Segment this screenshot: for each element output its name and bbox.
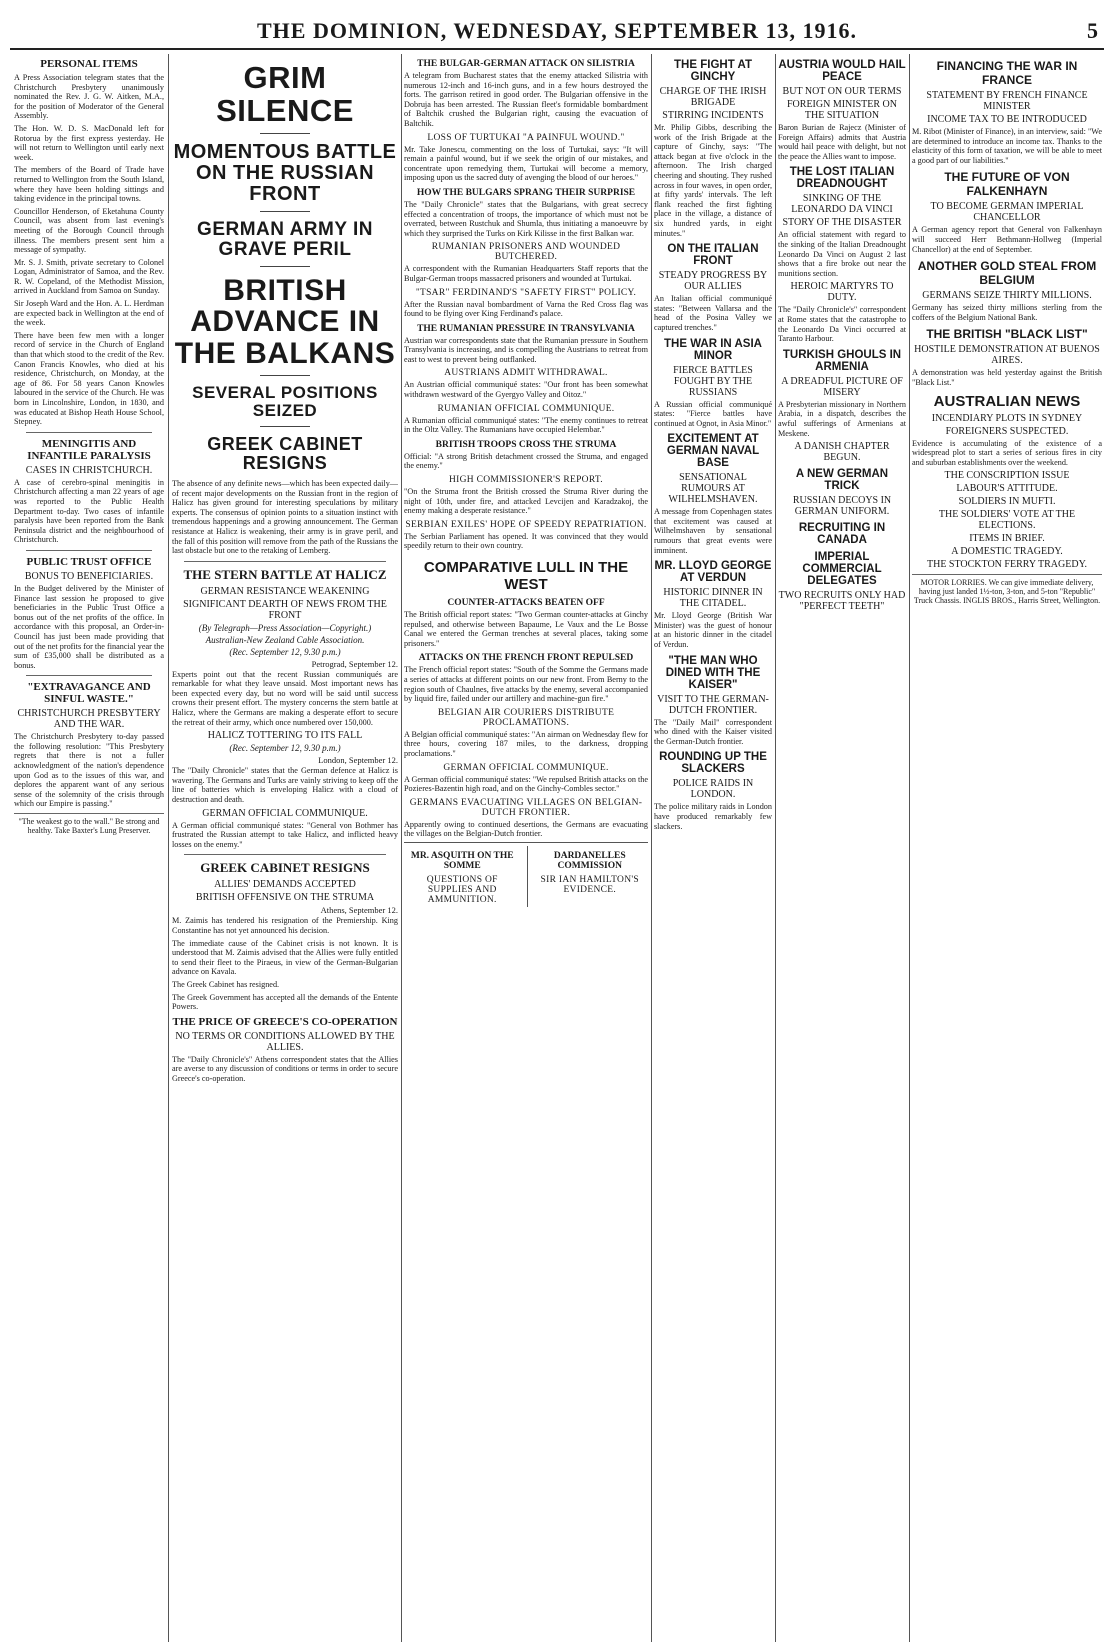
subheadline: BRITISH OFFENSIVE ON THE STRUMA bbox=[195, 892, 375, 904]
article-paragraph: The Serbian Parliament has opened. It was convinced that they would speedily return to their own country. bbox=[404, 531, 648, 551]
headline-ginchy: THE FIGHT AT GINCHY bbox=[674, 59, 752, 83]
divider bbox=[260, 266, 310, 267]
subheadline: BONUS TO BENEFICIARIES. bbox=[24, 570, 154, 582]
article-paragraph: Mr. Take Jonescu, commenting on the loss of Turtukai, says: "It will remain a painful wound, but if we seek the origin of our mistakes, and concentrate upon remedying them, Turtukai will become a memory, imposing upon us the sacred duty of avenging the blood of our heroes." bbox=[404, 144, 648, 183]
article-paragraph: A Russian official communiqué states: "Fierce battles have continued at Ognot, in Asia Minor." bbox=[654, 399, 772, 428]
deck-headline: BRITISH ADVANCE IN THE BALKANS bbox=[174, 273, 396, 370]
subheadline: RUMANIAN PRISONERS AND WOUNDED BUTCHERED. bbox=[431, 242, 621, 263]
headline-canada: RECRUITING IN CANADA bbox=[798, 522, 886, 547]
headline-austria: AUSTRIA WOULD HAIL PEACE bbox=[778, 59, 906, 83]
article-paragraph: Official: "A strong British detachment crossed the Struma, and engaged the enemy." bbox=[404, 451, 648, 471]
subheadline: LABOUR'S ATTITUDE. bbox=[956, 483, 1058, 495]
column-4 bbox=[654, 54, 772, 1642]
headline-personal-items: PERSONAL ITEMS bbox=[40, 58, 138, 70]
dardanelles-box bbox=[527, 846, 649, 907]
separator bbox=[184, 561, 386, 562]
subheadline: GERMAN OFFICIAL COMMUNIQUE. bbox=[202, 807, 368, 819]
deck-headline: GREEK CABINET RESIGNS bbox=[207, 434, 363, 474]
subheadline: STORY OF THE DISASTER bbox=[782, 217, 902, 229]
subheadline: GERMAN RESISTANCE WEAKENING bbox=[200, 585, 370, 597]
article-paragraph: The "Daily Mail" correspondent who dined with the Kaiser visited the German-Dutch frontier. bbox=[654, 717, 772, 746]
headline-kaiser: "THE MAN WHO DINED WITH THE KAISER" bbox=[665, 654, 761, 691]
article-paragraph: Mr. Lloyd George (British War Minister) was the guest of honour at an historic dinner in the citadel of Verdun. bbox=[654, 611, 772, 650]
subheadline: GERMANS EVACUATING VILLAGES ON BELGIAN-DUTCH FRONTIER. bbox=[409, 797, 643, 818]
subheadline: AUSTRIANS ADMIT WITHDRAWAL. bbox=[444, 368, 608, 379]
article-paragraph: There have been few men with a longer record of service in the Church of England than that which stood to the credit of the Rev. Canon Francis Knowles, who died at his residence, Christchurch, on Monday, at the age of 86. For 58 years Canon Knowles laboured in the service of the Church. He was born in Lincolnshire, London, in 1830, and was educated at Bishop Heath House School, Stepney. bbox=[14, 330, 164, 427]
article-paragraph: Experts point out that the recent Russian communiqués are remarkable for what they leave unsaid. Most important news has been expected every day, but no word will be said until success crowns their present effort. The mystery concerns the stern battle at Halicz, where the Germans are making a desperate effort to secure the retreat of their army, which once numbered over 150,000. bbox=[172, 669, 398, 727]
headline-blacklist: THE BRITISH "BLACK LIST" bbox=[926, 327, 1088, 342]
advertisement: MOTOR LORRIES. We can give immediate delivery, having just landed 1½-ton, 3-ton, and 5-ton "Republic" Truck Chassis. INGLIS BROS., Harris Street, Wellington. bbox=[912, 574, 1102, 605]
article-paragraph: The Hon. W. D. S. MacDonald left for Rotorua by the first express yesterday. He will not return to Wellington until early next week. bbox=[14, 123, 164, 162]
article-paragraph: An official statement with regard to the sinking of the Italian Dreadnought Leonardo Da Vinci on August 2 last shows that a fire broke out near the munitions section. bbox=[778, 230, 906, 278]
banner-headline: GRIM SILENCE bbox=[216, 60, 354, 128]
subheadline: STEADY PROGRESS BY OUR ALLIES bbox=[658, 270, 768, 293]
subheadline: HISTORIC DINNER IN THE CITADEL. bbox=[663, 587, 763, 610]
received-line: (Rec. September 12, 9.30 p.m.) bbox=[229, 646, 341, 657]
subheadline: NO TERMS OR CONDITIONS ALLOWED BY THE ALLIES. bbox=[175, 1030, 395, 1053]
subheadline: THE SOLDIERS' VOTE AT THE ELECTIONS. bbox=[938, 509, 1076, 532]
headline-naval: EXCITEMENT AT GERMAN NAVAL BASE bbox=[666, 433, 760, 470]
article-paragraph: A Press Association telegram states that the Christchurch Presbytery unanimously nominated the Rev. J. G. W. Aitken, M.A., for the position of Moderator of the General Assembly. bbox=[14, 73, 164, 121]
column-3 bbox=[404, 54, 648, 1642]
headline-asia: THE WAR IN ASIA MINOR bbox=[664, 337, 762, 362]
headline-italian: ON THE ITALIAN FRONT bbox=[667, 243, 759, 268]
article-paragraph: M. Ribot (Minister of Finance), in an interview, said: "We are determined to introduce an income tax. Thanks to the elasticity of this form of taxation, we will be able to meet a good part of our liabilities." bbox=[912, 127, 1102, 165]
deck-headline: GERMAN ARMY IN GRAVE PERIL bbox=[197, 219, 373, 261]
article-paragraph: Sir Joseph Ward and the Hon. A. L. Herdman are expected back in Wellington at the end of the week. bbox=[14, 299, 164, 328]
article-paragraph: Germany has seized thirty millions sterling from the coffers of the Belgium National Bank. bbox=[912, 303, 1102, 322]
subheadline: MR. ASQUITH ON THE SOMME bbox=[410, 850, 514, 871]
separator bbox=[184, 854, 386, 855]
subheadline: BUT NOT ON OUR TERMS bbox=[782, 86, 902, 97]
received-line: (Rec. September 12, 9.30 p.m.) bbox=[229, 743, 341, 754]
article-paragraph: The "Daily Chronicle's" Athens correspondent states that the Allies are averse to any discussion of conditions or terms in order to secure Greece's co-operation. bbox=[172, 1054, 398, 1083]
article-paragraph: The police military raids in London have produced remarkably few slackers. bbox=[654, 802, 772, 831]
subheadline: BELGIAN AIR COURIERS DISTRIBUTE PROCLAMATIONS. bbox=[437, 707, 615, 728]
masthead bbox=[10, 18, 1104, 48]
headline-australian-news: AUSTRALIAN NEWS bbox=[933, 392, 1081, 410]
subheadline: THE CONSCRIPTION ISSUE bbox=[944, 470, 1070, 482]
subheadline: SINKING OF THE LEONARDO DA VINCI bbox=[791, 193, 893, 216]
subheadline: CHARGE OF THE IRISH BRIGADE bbox=[659, 86, 767, 108]
subheadline: FOREIGN MINISTER ON THE SITUATION bbox=[787, 99, 897, 121]
subheadline: FOREIGNERS SUSPECTED. bbox=[945, 425, 1069, 437]
divider bbox=[260, 426, 310, 427]
subheadline: GERMAN OFFICIAL COMMUNIQUE. bbox=[443, 762, 609, 773]
headline-gold: ANOTHER GOLD STEAL FROM BELGIUM bbox=[917, 259, 1097, 288]
article-paragraph: A German agency report that General von Falkenhayn will succeed Herr Bethmann-Hollweg (Imperial Chancellor) at the end of September. bbox=[912, 225, 1102, 254]
subheadline: A DANISH CHAPTER BEGUN. bbox=[794, 441, 890, 464]
column-divider bbox=[651, 54, 652, 1642]
asquith-box bbox=[404, 846, 521, 907]
article-paragraph: The French official report states: "South of the Somme the Germans made a series of attacks at different points on our new front. From Berny to the region south of Chaulnes, five attacks by the enemy, several accompanied by liquid fire, failed under our artillery and machine-gun fire." bbox=[404, 665, 648, 704]
subheadline: SIR IAN HAMILTON'S EVIDENCE. bbox=[540, 874, 639, 895]
subheadline: SERBIAN EXILES' HOPE OF SPEEDY REPATRIATION. bbox=[405, 519, 647, 530]
article-paragraph: The immediate cause of the Cabinet crisis is not known. It is understood that M. Zaimis advised that the Allies were fully entitled to send their fleet to the Piraeus, in view of the German-Bulgarian advance on Kavala. bbox=[172, 938, 398, 977]
article-paragraph: "On the Struma front the British crossed the Struma River during the night of 10th, under fire, and attacked Levcijen and Karadzakoj, the enemy making a desperate resistance." bbox=[404, 487, 648, 516]
column-divider bbox=[401, 54, 402, 1642]
subheadline: COUNTER-ATTACKS BEATEN OFF bbox=[447, 598, 605, 608]
article-paragraph: Mr. S. J. Smith, private secretary to Colonel Logan, Administrator of Samoa, and the Rev. R. W. Copeland, of the Methodist Mission, arrived in Auckland from Samoa on Sunday. bbox=[14, 257, 164, 296]
article-paragraph: A Belgian official communiqué states: "An airman on Wednesday flew for three hours, covering 187 miles, to the darkness, dropping proclamations." bbox=[404, 729, 648, 758]
subheadline: LOSS OF TURTUKAI "A PAINFUL WOUND." bbox=[427, 132, 625, 143]
subheadline: ITEMS IN BRIEF. bbox=[969, 533, 1045, 545]
article-paragraph: The Greek Government has accepted all the demands of the Entente Powers. bbox=[172, 992, 398, 1012]
subheadline: VISIT TO THE GERMAN-DUTCH FRONTIER. bbox=[657, 693, 769, 716]
advertisement: "The weakest go to the wall." Be strong and healthy. Take Baxter's Lung Preserver. bbox=[14, 813, 164, 835]
article-paragraph: The "Daily Chronicle's" correspondent at Rome states that the catastrophe to the Leonardo Da Vinci occurred at Taranto Harbour. bbox=[778, 305, 906, 344]
subheadline: INCOME TAX TO BE INTRODUCED bbox=[927, 114, 1087, 125]
subheadline: A DOMESTIC TRAGEDY. bbox=[951, 546, 1063, 558]
subheadline: DARDANELLES COMMISSION bbox=[553, 850, 626, 871]
article-paragraph: M. Zaimis has tendered his resignation of the Premiership. King Constantine has not yet announced his decision. bbox=[172, 916, 398, 935]
subheadline: THE RUMANIAN PRESSURE IN TRANSYLVANIA bbox=[417, 323, 635, 334]
divider bbox=[260, 211, 310, 212]
headline-public-trust: PUBLIC TRUST OFFICE bbox=[26, 555, 152, 568]
headline-trick: A NEW GERMAN TRICK bbox=[795, 468, 889, 493]
article-paragraph: A German official communiqué states: "We repulsed British attacks on the Pozieres-Bazentin high road, and on the Ginchy-Combles sector." bbox=[404, 774, 648, 794]
article-paragraph: The absence of any definite news—which has been expected daily—of recent major developments on the Russian front in the region of Halicz has given ground for interesting speculations by military experts. The consensus of opinion points to a situation instinct with tremendous happenings and a growing announcement. The German resistance at Halicz is weakening, their army is in grave peril, and the fall of this position will remove from the path of the Russians the last obstacle but one to the retaking of Lemberg. bbox=[172, 478, 398, 556]
page-number: 5 bbox=[1087, 18, 1098, 43]
deck-headline: SEVERAL POSITIONS SEIZED bbox=[192, 383, 378, 421]
article-paragraph: Mr. Philip Gibbs, describing the work of the Irish Brigade at the capture of Ginchy, says: "The attack began at five o'clock in the afternoon. The Irish charged cheering and shouting. They rushed across in four waves, in open order, at fifty yards' intervals. The left flank reached the first fighting place in the village, a distance of six hundred yards, in eight minutes." bbox=[654, 123, 772, 238]
headline-ghouls: TURKISH GHOULS IN ARMENIA bbox=[782, 348, 902, 373]
column-divider bbox=[909, 54, 910, 1642]
subheadline: SIGNIFICANT DEARTH OF NEWS FROM THE FRONT bbox=[183, 598, 387, 621]
article-paragraph: The members of the Board of Trade have returned to Wellington from the South Island, where they have been holding sittings and taking evidence in the principal towns. bbox=[14, 165, 164, 204]
separator bbox=[26, 432, 152, 433]
column-1 bbox=[14, 54, 164, 1642]
subheadline: ATTACKS ON THE FRENCH FRONT REPULSED bbox=[418, 653, 634, 664]
subheadline: POLICE RAIDS IN LONDON. bbox=[672, 778, 754, 801]
column-6 bbox=[912, 54, 1102, 1642]
subheadline: QUESTIONS OF SUPPLIES AND AMMUNITION. bbox=[426, 874, 498, 905]
subheadline: RUSSIAN DECOYS IN GERMAN UNIFORM. bbox=[792, 495, 892, 518]
subheadline: RUMANIAN OFFICIAL COMMUNIQUE. bbox=[437, 403, 615, 414]
divider bbox=[260, 375, 310, 376]
article-paragraph: A Rumanian official communiqué states: "The enemy continues to retreat in the Oltz Valley. The Rumanians have occupied Helembar." bbox=[404, 415, 648, 435]
masthead-title: THE DOMINION, WEDNESDAY, SEPTEMBER 13, 1916. bbox=[256, 18, 857, 43]
divider bbox=[260, 133, 310, 134]
article-paragraph: The "Daily Chronicle" states that the German defence at Halicz is wavering. The Germans and Turks are vainly striving to keep off the line of batteries which is enveloping Halicz with a cloud of destruction and death. bbox=[172, 766, 398, 805]
subheadline: HOW THE BULGARS SPRANG THEIR SURPRISE bbox=[416, 187, 636, 198]
separator bbox=[26, 550, 152, 551]
subheadline: SOLDIERS IN MUFTI. bbox=[958, 496, 1056, 508]
article-paragraph: A telegram from Bucharest states that the enemy attacked Silistria with numerous 12-inch and 16-inch guns, and in a few hours destroyed the forts. The garrison retired in good order. The Bulgarian offensive in the Dobruja has been arrested. The Russian fleet's formidable bombardment of Baltchik crushed the Bulgarian right, causing the evacuation of Baltchik. bbox=[404, 71, 648, 128]
subheadline: INCENDIARY PLOTS IN SYDNEY bbox=[931, 412, 1083, 424]
headline-lull: COMPARATIVE LULL IN THE WEST bbox=[423, 559, 629, 593]
article-paragraph: A demonstration was held yesterday against the British "Black List." bbox=[912, 368, 1102, 387]
bottom-row bbox=[404, 842, 648, 907]
article-paragraph: After the Russian naval bombardment of Varna the Red Cross flag was found to be flying over King Ferdinand's palace. bbox=[404, 299, 648, 319]
deck-headline: MOMENTOUS BATTLE ON THE RUSSIAN FRONT bbox=[173, 141, 397, 206]
article-paragraph: The "Daily Chronicle" states that the Bulgarians, with great secrecy effected a concentration of troops, the importance of which must not be overrated, between Rustchuk and Shumla, thus initiating a manoeuvre by which they surprised the Turks on Kirk Kilisse in the first Balkan war. bbox=[404, 199, 648, 238]
article-paragraph: An Austrian official communiqué states: "Our front has been somewhat withdrawn westward of the Gyergyo Valley and Oitoz." bbox=[404, 380, 648, 400]
article-paragraph: A case of cerebro-spinal meningitis in Christchurch affecting a man 22 years of age was reported to the Public Health Department to-day. Two cases of infantile paralysis have been reported from the Bank Peninsula district and the neighbourhood of Christchurch. bbox=[14, 477, 164, 545]
article-paragraph: The British official report states: "Two German counter-attacks at Ginchy repulsed, and otherwise between Bapaume, Le Vaux and the Le Bosse Canal we entered the German trenches at several places, taking some prisoners." bbox=[404, 610, 648, 648]
subheadline: HOSTILE DEMONSTRATION AT BUENOS AIRES. bbox=[914, 344, 1100, 367]
subheadline: GERMANS SEIZE THIRTY MILLIONS. bbox=[922, 290, 1092, 302]
subheadline: CASES IN CHRISTCHURCH. bbox=[25, 464, 153, 476]
masthead-rule bbox=[10, 48, 1104, 50]
subheadline: CHRISTCHURCH PRESBYTERY AND THE WAR. bbox=[17, 708, 161, 731]
article-paragraph: Councillor Henderson, of Eketahuna County Council, was absent from last evening's meeting of the Borough Council through illness. The members present sent him a message of sympathy. bbox=[14, 206, 164, 255]
subheadline: HEROIC MARTYRS TO DUTY. bbox=[790, 281, 894, 304]
column-2 bbox=[172, 54, 398, 1642]
headline-imperial: IMPERIAL COMMERCIAL DELEGATES bbox=[802, 551, 882, 588]
headline-extravagance: "EXTRAVAGANCE AND SINFUL WASTE." bbox=[27, 681, 151, 706]
subheadline: STIRRING INCIDENTS bbox=[662, 110, 764, 121]
dateline: Petrograd, September 12. bbox=[311, 658, 398, 669]
article-paragraph: Baron Burian de Rajecz (Minister of Foreign Affairs) admits that Austria would hail peace with delight, but not the peace the Allies want to impose. bbox=[778, 123, 906, 161]
article-paragraph: A message from Copenhagen states that excitement was caused at Wilhelmshaven by sensational rumours that great events were imminent. bbox=[654, 507, 772, 555]
headline-silistria: THE BULGAR-GERMAN ATTACK ON SILISTRIA bbox=[417, 59, 635, 69]
dateline: Athens, September 12. bbox=[320, 905, 398, 916]
article-paragraph: A Presbyterian missionary in Northern Arabia, in a dispatch, describes the awful sufferings of Armenians at Meskene. bbox=[778, 399, 906, 438]
separator bbox=[26, 675, 152, 676]
subheadline: BRITISH TROOPS CROSS THE STRUMA bbox=[435, 439, 617, 450]
subheadline: HIGH COMMISSIONER'S REPORT. bbox=[449, 475, 603, 486]
subheadline: SENSATIONAL RUMOURS AT WILHELMSHAVEN. bbox=[668, 472, 758, 506]
subheadline: TWO RECRUITS ONLY HAD "PERFECT TEETH" bbox=[778, 590, 906, 613]
headline-slackers: ROUNDING UP THE SLACKERS bbox=[659, 751, 767, 776]
headline-greek: GREEK CABINET RESIGNS bbox=[200, 860, 370, 876]
headline-meningitis: MENINGITIS AND INFANTILE PARALYSIS bbox=[27, 437, 151, 462]
column-divider bbox=[775, 54, 776, 1642]
article-paragraph: The Christchurch Presbytery to-day passed the following resolution: "This Presbytery regrets that there is not a fuller acknowledgment of the nation's dependence upon God as to the issues of this war, and deplores the apparent want of any serious sense of the solemnity of the crisis through which our Empire is passing." bbox=[14, 732, 164, 809]
subheadline: TO BECOME GERMAN IMPERIAL CHANCELLOR bbox=[930, 201, 1084, 224]
subheadline: STATEMENT BY FRENCH FINANCE MINISTER bbox=[926, 90, 1088, 112]
source-line: Australian-New Zealand Cable Association. bbox=[205, 634, 365, 645]
headline-price: THE PRICE OF GREECE'S CO-OPERATION bbox=[172, 1015, 398, 1028]
article-paragraph: In the Budget delivered by the Minister of Finance last session he proposed to give beneficiaries in the Public Trust Office a bonus out of the net profits of the office. In accordance with this proposal, an Order-in-Council has just been made providing that out of the net profits for the financial year the sum of £35,000 shall be distributed as a bonus. bbox=[14, 583, 164, 670]
column-divider bbox=[168, 54, 169, 1642]
headline-finance: FINANCING THE WAR IN FRANCE bbox=[936, 59, 1078, 87]
headline-lloyd: MR. LLOYD GEORGE AT VERDUN bbox=[654, 560, 772, 585]
article-paragraph: Austrian war correspondents state that the Rumanian pressure in Southern Transylvania is increasing, and is compelling the Austrians to retreat from east to west to prevent being outflanked. bbox=[404, 335, 648, 364]
subheadline: "TSAR" FERDINAND'S "SAFETY FIRST" POLICY. bbox=[415, 287, 637, 298]
headline-dreadnought: THE LOST ITALIAN DREADNOUGHT bbox=[789, 166, 895, 191]
column-5 bbox=[778, 54, 906, 1642]
headline-halicz: THE STERN BATTLE AT HALICZ bbox=[183, 566, 387, 582]
subheadline: ALLIES' DEMANDS ACCEPTED bbox=[214, 879, 356, 891]
article-paragraph: Evidence is accumulating of the existence of a widespread plot to start a series of serious fires in city and suburban establishments over the weekend. bbox=[912, 438, 1102, 467]
subheadline: THE STOCKTON FERRY TRAGEDY. bbox=[926, 559, 1088, 571]
subheadline: FIERCE BATTLES FOUGHT BY THE RUSSIANS bbox=[673, 364, 753, 398]
source-line: (By Telegraph—Press Association—Copyright.) bbox=[198, 622, 372, 633]
headline-falkenhayn: THE FUTURE OF VON FALKENHAYN bbox=[944, 170, 1070, 199]
dateline: London, September 12. bbox=[318, 755, 398, 766]
article-paragraph: An Italian official communiqué states: "Between Vallarsa and the head of the Posina Valley we captured trenches." bbox=[654, 294, 772, 332]
subheadline: HALICZ TOTTERING TO ITS FALL bbox=[207, 730, 363, 742]
article-paragraph: The Greek Cabinet has resigned. bbox=[172, 979, 280, 989]
subheadline: A DREADFUL PICTURE OF MISERY bbox=[781, 375, 903, 398]
article-paragraph: Apparently owing to continued desertions, the Germans are evacuating the villages on the Belgian-Dutch frontier. bbox=[404, 819, 648, 839]
article-paragraph: A correspondent with the Rumanian Headquarters Staff reports that the Bulgar-German troops massacred prisoners and wounded at Turtukai. bbox=[404, 264, 648, 283]
article-paragraph: A German official communiqué states: "General von Bothmer has frustrated the Russian attempt to take Halicz, and inflicted heavy losses on the enemy." bbox=[172, 820, 398, 849]
